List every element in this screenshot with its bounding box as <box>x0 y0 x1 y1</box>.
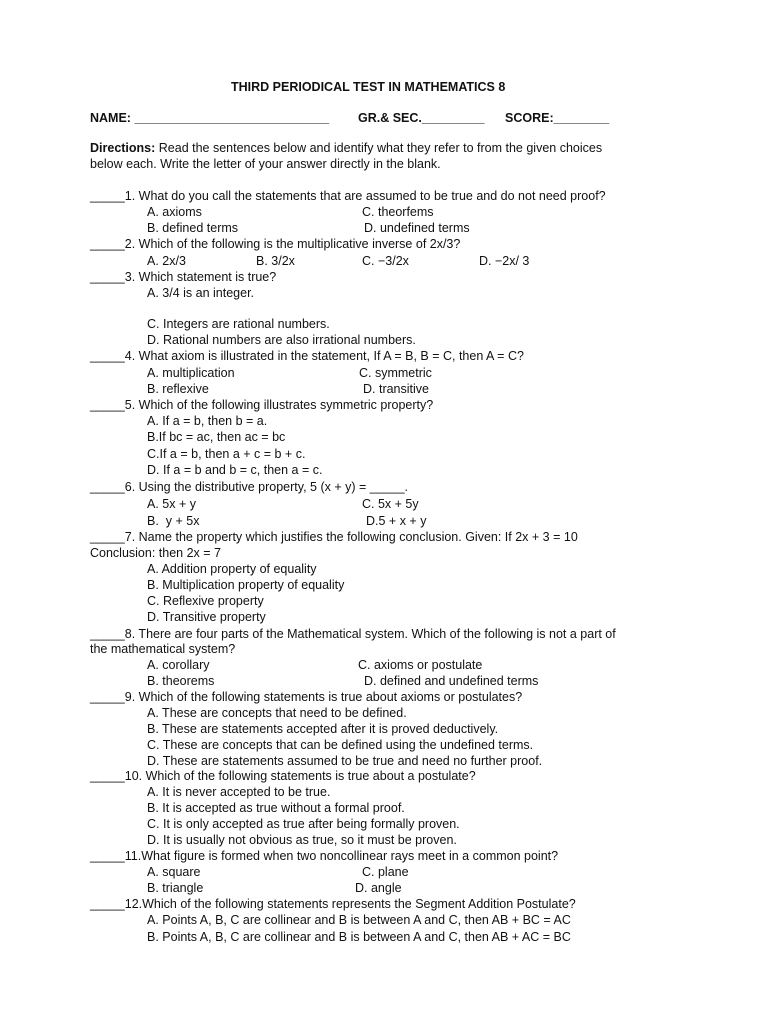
question-11-choice-b: B. triangle <box>147 881 204 895</box>
question-1-choice-b: B. defined terms <box>147 221 239 235</box>
question-8-choice-d: D. defined and undefined terms <box>364 674 539 688</box>
page-title: THIRD PERIODICAL TEST IN MATHEMATICS 8 <box>231 80 506 94</box>
question-5-choice-b: B.If bc = ac, then ac = bc <box>147 430 286 444</box>
question-4-choice-b: B. reflexive <box>147 382 209 396</box>
question-7-stem-line-2: Conclusion: then 2x = 7 <box>90 546 221 560</box>
question-8-choice-b: B. theorems <box>147 674 215 688</box>
directions-text-1: Read the sentences below and identify what they refer to from the given choices <box>155 141 603 155</box>
question-3-choice-c: C. Integers are rational numbers. <box>147 317 330 331</box>
question-2-choice-b: B. 3/2x <box>256 254 295 268</box>
question-9-stem: _____9. Which of the following statements is true about axioms or postulates? <box>90 690 523 704</box>
question-11-stem: _____11.What figure is formed when two noncollinear rays meet in a common point? <box>90 849 559 863</box>
question-10-choice-c: C. It is only accepted as true after being formally proven. <box>147 817 460 831</box>
question-2-choice-a: A. 2x/3 <box>147 254 186 268</box>
question-10-choice-b: B. It is accepted as true without a formal proof. <box>147 801 405 815</box>
question-6-choice-b: B. y + 5x <box>147 514 200 528</box>
question-8-choice-c: C. axioms or postulate <box>358 658 483 672</box>
question-3-choice-a: A. 3/4 is an integer. <box>147 286 255 300</box>
question-5-choice-d: D. If a = b and b = c, then a = c. <box>147 463 323 477</box>
directions-label: Directions: <box>90 141 156 155</box>
question-1-choice-a: A. axioms <box>147 205 202 219</box>
question-10-choice-d: D. It is usually not obvious as true, so it must be proven. <box>147 833 457 847</box>
question-1-choice-c: C. theorfems <box>362 205 434 219</box>
question-9-choice-a: A. These are concepts that need to be defined. <box>147 706 407 720</box>
question-1-choice-d: D. undefined terms <box>364 221 470 235</box>
question-5-choice-c: C.If a = b, then a + c = b + c. <box>147 447 306 461</box>
question-11-choice-d: D. angle <box>355 881 402 895</box>
question-7-stem-line-1: _____7. Name the property which justifies the following conclusion. Given: If 2x + 3 = 10 <box>90 530 578 544</box>
question-7-choice-b: B. Multiplication property of equality <box>147 578 345 592</box>
question-12-choice-a: A. Points A, B, C are collinear and B is between A and C, then AB + BC = AC <box>147 913 571 927</box>
question-11-choice-c: C. plane <box>362 865 409 879</box>
grade-section-field-label: GR.& SEC._________ <box>358 111 485 125</box>
question-4-choice-d: D. transitive <box>363 382 429 396</box>
question-9-choice-b: B. These are statements accepted after it is proved deductively. <box>147 722 499 736</box>
question-8-stem-line-1: _____8. There are four parts of the Mathematical system. Which of the following is not a part of <box>90 627 616 641</box>
question-3-stem: _____3. Which statement is true? <box>90 270 277 284</box>
question-4-choice-a: A. multiplication <box>147 366 235 380</box>
question-7-choice-c: C. Reflexive property <box>147 594 264 608</box>
question-3-choice-d: D. Rational numbers are also irrational numbers. <box>147 333 416 347</box>
question-10-stem: _____10. Which of the following statements is true about a postulate? <box>90 769 476 783</box>
question-6-stem: _____6. Using the distributive property, 5 (x + y) = _____. <box>90 480 409 494</box>
question-2-stem: _____2. Which of the following is the multiplicative inverse of 2x/3? <box>90 237 461 251</box>
question-8-stem-line-2: the mathematical system? <box>90 642 236 656</box>
question-4-stem: _____4. What axiom is illustrated in the statement, If A = B, B = C, then A = C? <box>90 349 524 363</box>
question-6-choice-a: A. 5x + y <box>147 497 196 511</box>
question-2-choice-d: D. −2x/ 3 <box>479 254 530 268</box>
question-5-stem: _____5. Which of the following illustrates symmetric property? <box>90 398 434 412</box>
question-7-choice-d: D. Transitive property <box>147 610 266 624</box>
question-10-choice-a: A. It is never accepted to be true. <box>147 785 331 799</box>
question-8-choice-a: A. corollary <box>147 658 210 672</box>
question-5-choice-a: A. If a = b, then b = a. <box>147 414 268 428</box>
directions-line-1 <box>90 140 602 156</box>
question-1-stem: _____1. What do you call the statements that are assumed to be true and do not need proof? <box>90 189 606 203</box>
question-12-choice-b: B. Points A, B, C are collinear and B is between A and C, then AB + AC = BC <box>147 930 571 944</box>
question-6-choice-c: C. 5x + 5y <box>362 497 419 511</box>
question-9-choice-c: C. These are concepts that can be defined using the undefined terms. <box>147 738 534 752</box>
name-field-label: NAME: ____________________________ <box>90 111 330 125</box>
question-6-choice-d: D.5 + x + y <box>366 514 427 528</box>
score-field-label: SCORE:________ <box>505 111 610 125</box>
question-12-stem: _____12.Which of the following statements represents the Segment Addition Postulate? <box>90 897 576 911</box>
question-7-choice-a: A. Addition property of equality <box>147 562 317 576</box>
directions-line-2: below each. Write the letter of your answer directly in the blank. <box>90 157 441 171</box>
question-9-choice-d: D. These are statements assumed to be true and need no further proof. <box>147 754 543 768</box>
question-11-choice-a: A. square <box>147 865 201 879</box>
question-2-choice-c: C. −3/2x <box>362 254 409 268</box>
question-4-choice-c: C. symmetric <box>359 366 432 380</box>
